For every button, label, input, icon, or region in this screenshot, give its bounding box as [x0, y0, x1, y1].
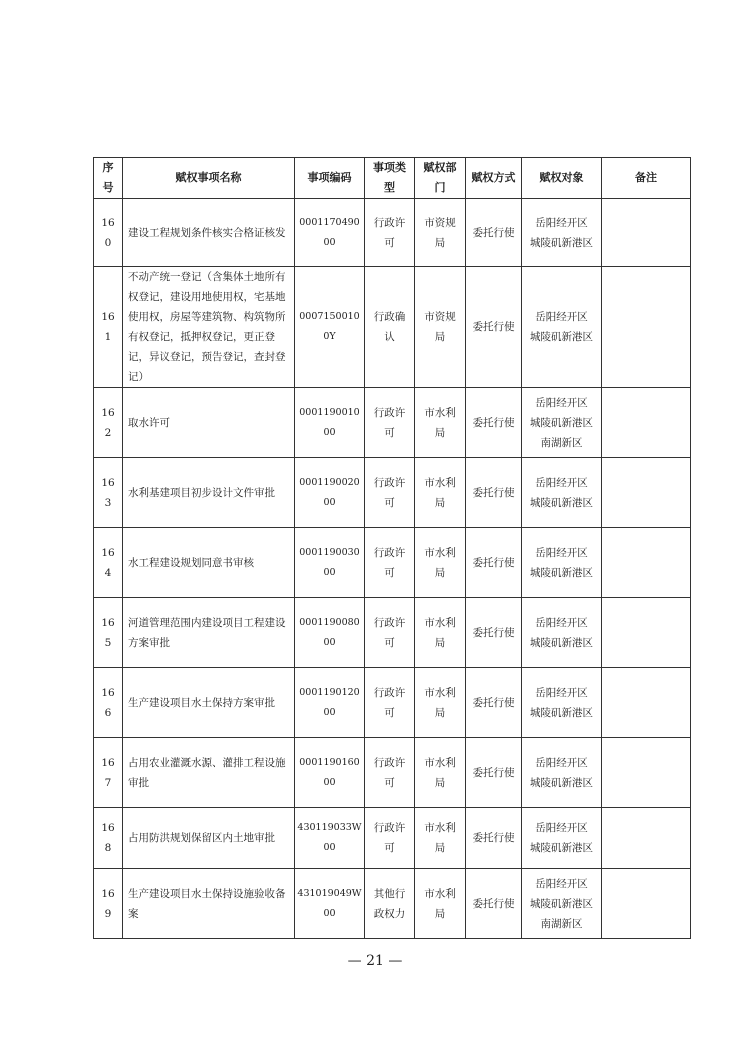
- cell-note: [602, 668, 691, 738]
- target-line: 城陵矶新港区: [530, 566, 593, 579]
- target-line: 城陵矶新港区: [530, 496, 593, 509]
- cell-dept: 市水利局: [415, 458, 466, 528]
- target-line: 城陵矶新港区: [530, 897, 593, 910]
- cell-note: [602, 528, 691, 598]
- cell-type: 行政许可: [365, 598, 415, 668]
- cell-code: 000119016000: [295, 738, 365, 808]
- header-dept: 赋权部门: [415, 158, 466, 199]
- target-line: 城陵矶新港区: [530, 636, 593, 649]
- cell-target: [522, 598, 602, 668]
- cell-mode: 委托行使: [466, 808, 522, 869]
- cell-note: [602, 388, 691, 458]
- cell-target: [522, 738, 602, 808]
- cell-type: 行政许可: [365, 738, 415, 808]
- cell-name: 占用防洪规划保留区内土地审批: [123, 808, 295, 869]
- cell-mode: 委托行使: [466, 869, 522, 939]
- cell-note: [602, 458, 691, 528]
- cell-note: [602, 267, 691, 388]
- cell-dept: 市资规局: [415, 267, 466, 388]
- cell-dept: 市水利局: [415, 808, 466, 869]
- target-line: 岳阳经开区: [535, 756, 588, 769]
- cell-no: 168: [94, 808, 123, 869]
- cell-name: 占用农业灌溉水源、灌排工程设施审批: [123, 738, 295, 808]
- cell-note: [602, 738, 691, 808]
- target-line: 南湖新区: [540, 917, 583, 930]
- target-line: 南湖新区: [540, 436, 583, 449]
- cell-code: 00071500100Y: [295, 267, 365, 388]
- cell-type: 行政确认: [365, 267, 415, 388]
- cell-name: 不动产统一登记（含集体土地所有权登记，建设用地使用权，宅基地使用权，房屋等建筑物、构筑物所有权登记，抵押权登记，更正登记，异议登记，预告登记，查封登记）: [123, 267, 295, 388]
- cell-note: [602, 598, 691, 668]
- cell-target: [522, 869, 602, 939]
- cell-code: 000119002000: [295, 458, 365, 528]
- table-row: [94, 668, 691, 738]
- target-line: 岳阳经开区: [535, 311, 588, 323]
- cell-type: 行政许可: [365, 458, 415, 528]
- cell-type: 行政许可: [365, 199, 415, 267]
- cell-no: 166: [94, 668, 123, 738]
- target-line: 岳阳经开区: [535, 476, 588, 489]
- cell-mode: 委托行使: [466, 528, 522, 598]
- cell-no: 162: [94, 388, 123, 458]
- target-line: 城陵矶新港区: [530, 842, 593, 854]
- cell-mode: 委托行使: [466, 267, 522, 388]
- table-row: [94, 808, 691, 869]
- cell-target: [522, 528, 602, 598]
- cell-name: 取水许可: [123, 388, 295, 458]
- cell-name: 水利基建项目初步设计文件审批: [123, 458, 295, 528]
- target-line: 城陵矶新港区: [530, 236, 593, 249]
- header-type: 事项类型: [365, 158, 415, 199]
- cell-code: 000117049000: [295, 199, 365, 267]
- target-line: 岳阳经开区: [535, 546, 588, 559]
- header-no: 序号: [94, 158, 123, 199]
- cell-mode: 委托行使: [466, 199, 522, 267]
- cell-target: [522, 808, 602, 869]
- table-row: [94, 598, 691, 668]
- cell-note: [602, 199, 691, 267]
- cell-type: 行政许可: [365, 388, 415, 458]
- cell-target: [522, 668, 602, 738]
- cell-target: [522, 199, 602, 267]
- table-row: [94, 869, 691, 939]
- cell-code: 000119001000: [295, 388, 365, 458]
- cell-code: 430119033W00: [295, 808, 365, 869]
- table-header-row: [94, 158, 691, 199]
- header-target: 赋权对象: [522, 158, 602, 199]
- table-row: [94, 738, 691, 808]
- cell-mode: 委托行使: [466, 738, 522, 808]
- cell-dept: 市水利局: [415, 668, 466, 738]
- target-line: 岳阳经开区: [535, 616, 588, 629]
- cell-dept: 市水利局: [415, 528, 466, 598]
- cell-dept: 市水利局: [415, 388, 466, 458]
- cell-type: 行政许可: [365, 808, 415, 869]
- cell-no: 169: [94, 869, 123, 939]
- cell-name: 水工程建设规划同意书审核: [123, 528, 295, 598]
- cell-target: [522, 267, 602, 388]
- cell-name: 生产建设项目水土保持设施验收备案: [123, 869, 295, 939]
- target-line: 岳阳经开区: [535, 216, 588, 229]
- cell-target: [522, 388, 602, 458]
- table-row: [94, 199, 691, 267]
- table-row: [94, 458, 691, 528]
- cell-name: 河道管理范围内建设项目工程建设方案审批: [123, 598, 295, 668]
- cell-name: 生产建设项目水土保持方案审批: [123, 668, 295, 738]
- cell-code: 431019049W00: [295, 869, 365, 939]
- cell-target: [522, 458, 602, 528]
- cell-no: 167: [94, 738, 123, 808]
- cell-code: 000119012000: [295, 668, 365, 738]
- cell-name: 建设工程规划条件核实合格证核发: [123, 199, 295, 267]
- cell-no: 163: [94, 458, 123, 528]
- target-line: 岳阳经开区: [535, 396, 588, 409]
- header-code: 事项编码: [295, 158, 365, 199]
- cell-dept: 市水利局: [415, 598, 466, 668]
- cell-type: 行政许可: [365, 668, 415, 738]
- cell-mode: 委托行使: [466, 388, 522, 458]
- target-line: 城陵矶新港区: [530, 331, 593, 343]
- cell-code: 000119008000: [295, 598, 365, 668]
- target-line: 岳阳经开区: [535, 822, 588, 834]
- cell-no: 161: [94, 267, 123, 388]
- header-name: 赋权事项名称: [123, 158, 295, 199]
- cell-dept: 市资规局: [415, 199, 466, 267]
- target-line: 城陵矶新港区: [530, 706, 593, 719]
- cell-no: 164: [94, 528, 123, 598]
- page-number: — 21 —: [347, 953, 403, 969]
- cell-mode: 委托行使: [466, 668, 522, 738]
- cell-type: 行政许可: [365, 528, 415, 598]
- cell-mode: 委托行使: [466, 458, 522, 528]
- table-row: [94, 267, 691, 388]
- cell-note: [602, 869, 691, 939]
- header-note: 备注: [602, 158, 691, 199]
- cell-no: 165: [94, 598, 123, 668]
- target-line: 岳阳经开区: [535, 877, 588, 890]
- cell-dept: 市水利局: [415, 869, 466, 939]
- target-line: 城陵矶新港区: [530, 416, 593, 429]
- cell-mode: 委托行使: [466, 598, 522, 668]
- cell-no: 160: [94, 199, 123, 267]
- target-line: 岳阳经开区: [535, 686, 588, 699]
- cell-dept: 市水利局: [415, 738, 466, 808]
- cell-note: [602, 808, 691, 869]
- cell-type: 其他行政权力: [365, 869, 415, 939]
- table-row: [94, 388, 691, 458]
- target-line: 城陵矶新港区: [530, 776, 593, 789]
- header-mode: 赋权方式: [466, 158, 522, 199]
- authorization-table: [93, 157, 691, 939]
- cell-code: 000119003000: [295, 528, 365, 598]
- table-row: [94, 528, 691, 598]
